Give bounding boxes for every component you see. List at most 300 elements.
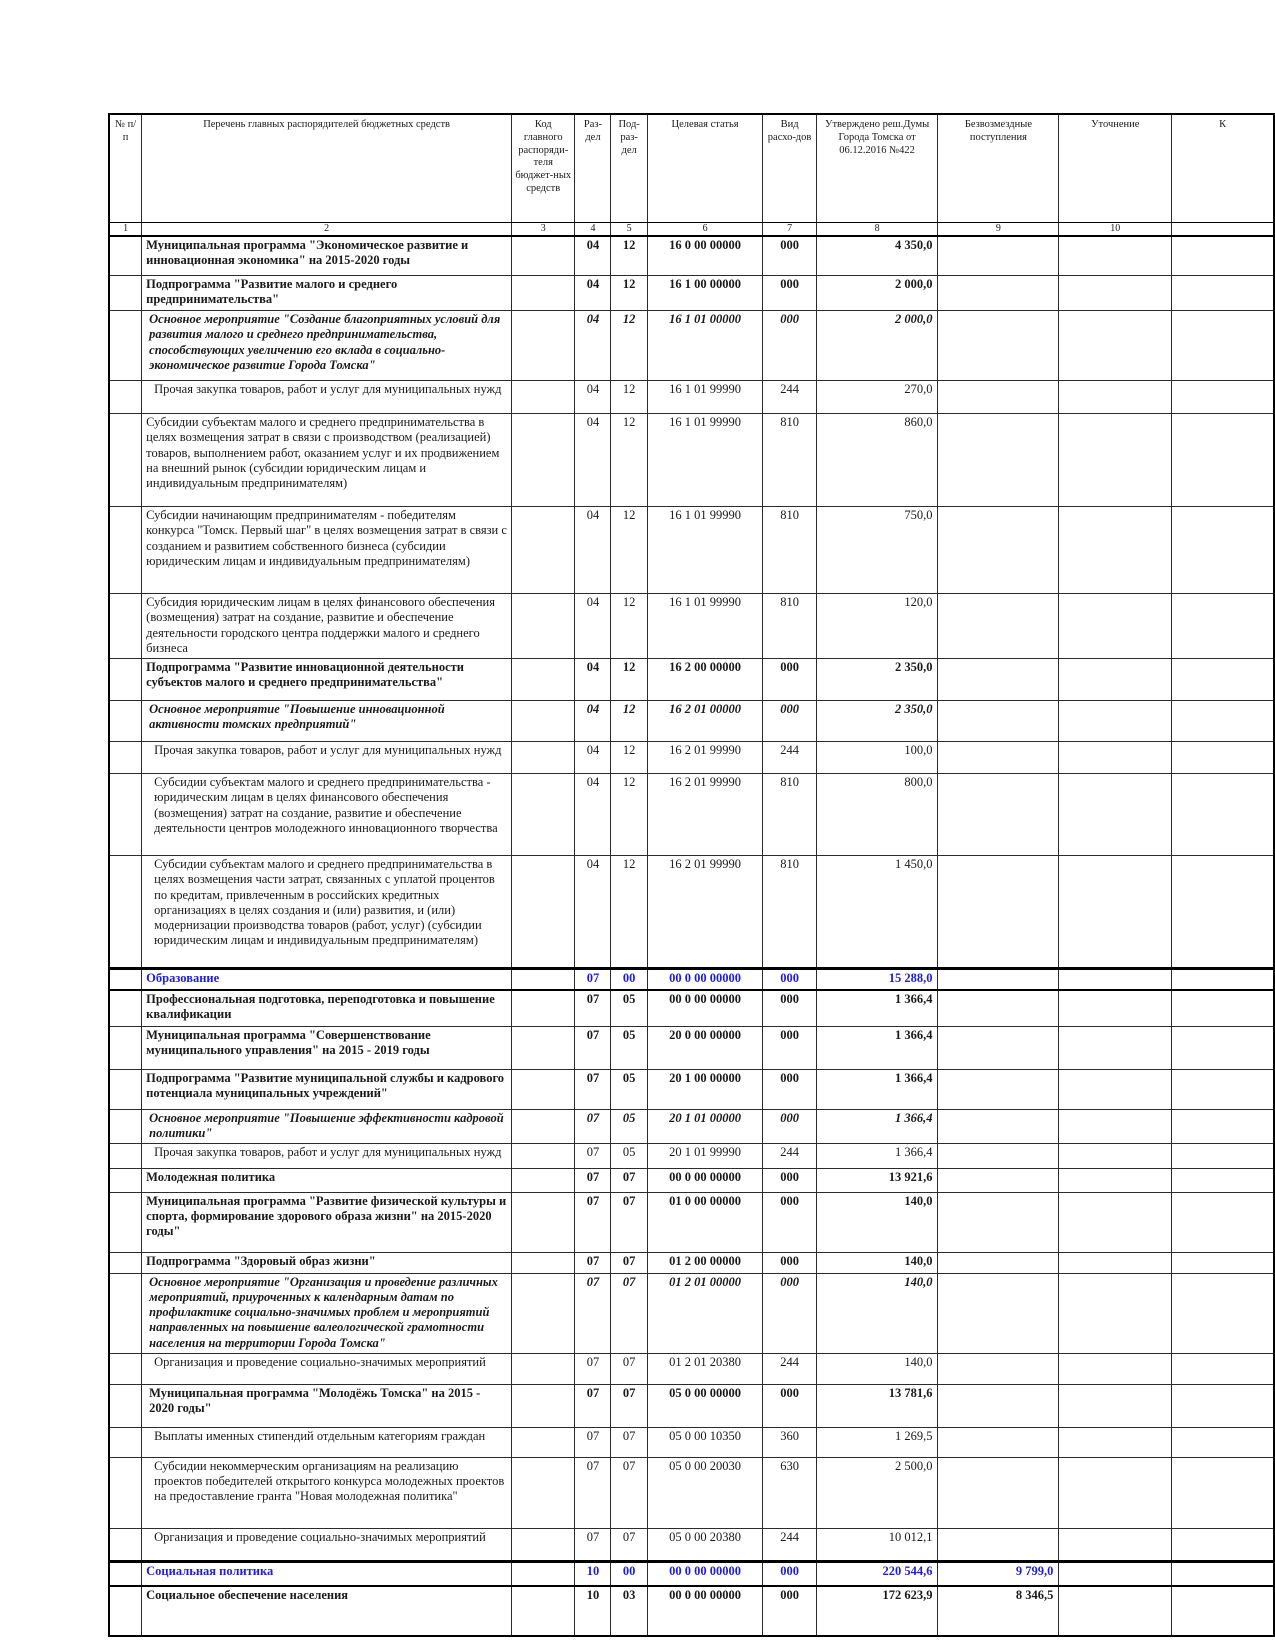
table-row — [109, 1528, 1274, 1561]
column-number-9: 9 — [938, 222, 1059, 236]
table-row — [109, 236, 1274, 276]
grbs-code-cell — [512, 774, 575, 856]
target-article-cell: 01 2 01 20380 — [647, 1353, 763, 1384]
grbs-code-cell — [512, 1192, 575, 1252]
extra-cell — [1172, 1427, 1274, 1457]
clarification-cell — [1059, 774, 1172, 856]
expense-type-cell: 810 — [763, 594, 816, 659]
expense-type-cell: 244 — [763, 1528, 816, 1561]
approved-amount-cell: 1 269,5 — [816, 1427, 938, 1457]
table-row — [109, 381, 1274, 414]
row-title-cell: Субсидии субъектам малого и среднего предпринимательства в целях возмещения части затрат, связанных с уплатой процентов по кредитам, привлеченным в российских кредитных организациях в целях создания и (или) развития, и (или) модернизации производства товаров (работ, услуг) (субсидии юридическим лицам и индивидуальным предпринимателям) — [142, 856, 512, 969]
row-number-cell — [109, 1353, 142, 1384]
razdel-cell: 04 — [575, 594, 611, 659]
extra-cell — [1172, 1168, 1274, 1192]
expense-type-cell: 000 — [763, 659, 816, 701]
row-title-cell: Основное мероприятие "Повышение эффективности кадровой политики" — [142, 1110, 512, 1144]
approved-amount-cell: 4 350,0 — [816, 236, 938, 276]
target-article-cell: 00 0 00 00000 — [647, 990, 763, 1027]
target-article-cell: 16 2 01 99990 — [647, 742, 763, 774]
table-row — [109, 1353, 1274, 1384]
target-article-cell: 16 2 01 99990 — [647, 774, 763, 856]
razdel-cell: 07 — [575, 990, 611, 1027]
approved-amount-cell: 15 288,0 — [816, 969, 938, 990]
row-title-cell: Подпрограмма "Развитие инновационной деятельности субъектов малого и среднего предпринимательства" — [142, 659, 512, 701]
extra-cell — [1172, 659, 1274, 701]
approved-amount-cell: 1 450,0 — [816, 856, 938, 969]
expense-type-cell: 000 — [763, 311, 816, 381]
column-number-11 — [1172, 222, 1274, 236]
budget-table — [108, 113, 1275, 1637]
row-number-cell — [109, 1110, 142, 1144]
column-header-4: Раз-дел — [575, 114, 611, 222]
podrazdel-cell: 12 — [611, 414, 647, 507]
row-number-cell — [109, 1384, 142, 1427]
column-number-10: 10 — [1059, 222, 1172, 236]
razdel-cell: 07 — [575, 1457, 611, 1528]
razdel-cell: 10 — [575, 1561, 611, 1586]
row-title-cell: Подпрограмма "Развитие малого и среднего предпринимательства" — [142, 276, 512, 311]
extra-cell — [1172, 594, 1274, 659]
gratuitous-receipts-cell — [938, 1168, 1059, 1192]
target-article-cell: 16 1 00 00000 — [647, 276, 763, 311]
gratuitous-receipts-cell — [938, 1457, 1059, 1528]
approved-amount-cell: 140,0 — [816, 1192, 938, 1252]
row-title-cell: Основное мероприятие "Организация и проведение различных мероприятий, приуроченных к календарным датам по профилактике социально-значимых проблем и мероприятий направленных на повышение валеологической грамотности населения на территории Города Томска" — [142, 1273, 512, 1353]
table-body — [109, 236, 1274, 1637]
row-title-cell: Молодежная политика — [142, 1168, 512, 1192]
row-number-cell — [109, 381, 142, 414]
extra-cell — [1172, 990, 1274, 1027]
row-title-cell: Прочая закупка товаров, работ и услуг для муниципальных нужд — [142, 1143, 512, 1168]
extra-cell — [1172, 1110, 1274, 1144]
approved-amount-cell: 120,0 — [816, 594, 938, 659]
expense-type-cell: 000 — [763, 276, 816, 311]
row-title-cell: Социальное обеспечение населения — [142, 1586, 512, 1636]
header-row — [109, 114, 1274, 222]
row-number-cell — [109, 742, 142, 774]
table-row — [109, 507, 1274, 594]
clarification-cell — [1059, 856, 1172, 969]
gratuitous-receipts-cell — [938, 1192, 1059, 1252]
table-row — [109, 1273, 1274, 1353]
clarification-cell — [1059, 1427, 1172, 1457]
column-header-11: К — [1172, 114, 1274, 222]
grbs-code-cell — [512, 1561, 575, 1586]
approved-amount-cell: 2 000,0 — [816, 276, 938, 311]
expense-type-cell: 000 — [763, 1586, 816, 1636]
row-number-cell — [109, 236, 142, 276]
grbs-code-cell — [512, 1586, 575, 1636]
table-row — [109, 742, 1274, 774]
razdel-cell: 04 — [575, 414, 611, 507]
expense-type-cell: 810 — [763, 414, 816, 507]
extra-cell — [1172, 236, 1274, 276]
row-title-cell: Муниципальная программа "Развитие физической культуры и спорта, формирование здорового образа жизни" на 2015-2020 годы" — [142, 1192, 512, 1252]
expense-type-cell: 000 — [763, 1192, 816, 1252]
podrazdel-cell: 07 — [611, 1192, 647, 1252]
grbs-code-cell — [512, 1168, 575, 1192]
expense-type-cell: 000 — [763, 701, 816, 742]
grbs-code-cell — [512, 1384, 575, 1427]
expense-type-cell: 244 — [763, 742, 816, 774]
column-header-6: Целевая статья — [647, 114, 763, 222]
row-number-cell — [109, 969, 142, 990]
row-number-cell — [109, 311, 142, 381]
expense-type-cell: 360 — [763, 1427, 816, 1457]
podrazdel-cell: 07 — [611, 1273, 647, 1353]
razdel-cell: 07 — [575, 1070, 611, 1110]
razdel-cell: 04 — [575, 774, 611, 856]
row-number-cell — [109, 1586, 142, 1636]
grbs-code-cell — [512, 381, 575, 414]
column-header-8: Утверждено реш.Думы Города Томска от 06.12.2016 №422 — [816, 114, 938, 222]
target-article-cell: 05 0 00 20030 — [647, 1457, 763, 1528]
gratuitous-receipts-cell — [938, 701, 1059, 742]
gratuitous-receipts-cell — [938, 1384, 1059, 1427]
column-number-5: 5 — [611, 222, 647, 236]
gratuitous-receipts-cell: 9 799,0 — [938, 1561, 1059, 1586]
podrazdel-cell: 12 — [611, 381, 647, 414]
podrazdel-cell: 07 — [611, 1528, 647, 1561]
target-article-cell: 20 1 01 99990 — [647, 1143, 763, 1168]
gratuitous-receipts-cell — [938, 990, 1059, 1027]
razdel-cell: 07 — [575, 1353, 611, 1384]
razdel-cell: 04 — [575, 856, 611, 969]
razdel-cell: 07 — [575, 1110, 611, 1144]
table-head — [109, 114, 1274, 236]
row-title-cell: Муниципальная программа "Экономическое развитие и инновационная экономика" на 2015-2020 годы — [142, 236, 512, 276]
column-number-4: 4 — [575, 222, 611, 236]
approved-amount-cell: 1 366,4 — [816, 1110, 938, 1144]
approved-amount-cell: 172 623,9 — [816, 1586, 938, 1636]
expense-type-cell: 810 — [763, 507, 816, 594]
extra-cell — [1172, 1273, 1274, 1353]
gratuitous-receipts-cell — [938, 1110, 1059, 1144]
approved-amount-cell: 2 350,0 — [816, 659, 938, 701]
podrazdel-cell: 05 — [611, 1070, 647, 1110]
grbs-code-cell — [512, 856, 575, 969]
row-title-cell: Основное мероприятие "Повышение инновационной активности томских предприятий" — [142, 701, 512, 742]
row-title-cell: Организация и проведение социально-значимых мероприятий — [142, 1528, 512, 1561]
clarification-cell — [1059, 414, 1172, 507]
column-header-7: Вид расхо-дов — [763, 114, 816, 222]
table-row — [109, 1168, 1274, 1192]
table-row — [109, 1027, 1274, 1070]
row-title-cell: Субсидии начинающим предпринимателям - победителям конкурса "Томск. Первый шаг" в целях возмещения затрат в связи с созданием и развитием собственного бизнеса (субсидии юридическим лицам и индивидуальным предпринимателям) — [142, 507, 512, 594]
row-number-cell — [109, 990, 142, 1027]
extra-cell — [1172, 381, 1274, 414]
row-number-cell — [109, 1561, 142, 1586]
column-header-10: Уточнение — [1059, 114, 1172, 222]
gratuitous-receipts-cell — [938, 1143, 1059, 1168]
extra-cell — [1172, 414, 1274, 507]
extra-cell — [1172, 1528, 1274, 1561]
gratuitous-receipts-cell — [938, 1252, 1059, 1273]
podrazdel-cell: 07 — [611, 1168, 647, 1192]
clarification-cell — [1059, 1384, 1172, 1427]
grbs-code-cell — [512, 236, 575, 276]
gratuitous-receipts-cell — [938, 1027, 1059, 1070]
row-number-cell — [109, 856, 142, 969]
razdel-cell: 04 — [575, 381, 611, 414]
grbs-code-cell — [512, 1353, 575, 1384]
target-article-cell: 16 1 01 00000 — [647, 311, 763, 381]
approved-amount-cell: 220 544,6 — [816, 1561, 938, 1586]
target-article-cell: 16 0 00 00000 — [647, 236, 763, 276]
razdel-cell: 07 — [575, 1384, 611, 1427]
podrazdel-cell: 05 — [611, 1027, 647, 1070]
column-number-2: 2 — [142, 222, 512, 236]
podrazdel-cell: 12 — [611, 311, 647, 381]
gratuitous-receipts-cell: 8 346,5 — [938, 1586, 1059, 1636]
expense-type-cell: 000 — [763, 236, 816, 276]
gratuitous-receipts-cell — [938, 742, 1059, 774]
razdel-cell: 07 — [575, 1027, 611, 1070]
clarification-cell — [1059, 969, 1172, 990]
extra-cell — [1172, 1070, 1274, 1110]
extra-cell — [1172, 1192, 1274, 1252]
clarification-cell — [1059, 990, 1172, 1027]
approved-amount-cell: 270,0 — [816, 381, 938, 414]
target-article-cell: 05 0 00 00000 — [647, 1384, 763, 1427]
target-article-cell: 00 0 00 00000 — [647, 1168, 763, 1192]
table-row — [109, 1143, 1274, 1168]
target-article-cell: 16 2 00 00000 — [647, 659, 763, 701]
gratuitous-receipts-cell — [938, 969, 1059, 990]
extra-cell — [1172, 1384, 1274, 1427]
expense-type-cell: 000 — [763, 1561, 816, 1586]
podrazdel-cell: 05 — [611, 990, 647, 1027]
row-title-cell: Подпрограмма "Развитие муниципальной службы и кадрового потенциала муниципальных учреждений" — [142, 1070, 512, 1110]
gratuitous-receipts-cell — [938, 236, 1059, 276]
extra-cell — [1172, 276, 1274, 311]
razdel-cell: 07 — [575, 1168, 611, 1192]
podrazdel-cell: 00 — [611, 1561, 647, 1586]
target-article-cell: 05 0 00 10350 — [647, 1427, 763, 1457]
razdel-cell: 07 — [575, 1143, 611, 1168]
podrazdel-cell: 12 — [611, 594, 647, 659]
clarification-cell — [1059, 276, 1172, 311]
podrazdel-cell: 05 — [611, 1143, 647, 1168]
approved-amount-cell: 10 012,1 — [816, 1528, 938, 1561]
podrazdel-cell: 03 — [611, 1586, 647, 1636]
grbs-code-cell — [512, 742, 575, 774]
gratuitous-receipts-cell — [938, 1528, 1059, 1561]
clarification-cell — [1059, 659, 1172, 701]
clarification-cell — [1059, 1252, 1172, 1273]
clarification-cell — [1059, 1457, 1172, 1528]
grbs-code-cell — [512, 276, 575, 311]
podrazdel-cell: 07 — [611, 1252, 647, 1273]
table-row — [109, 1252, 1274, 1273]
column-header-2: Перечень главных распорядителей бюджетных средств — [142, 114, 512, 222]
approved-amount-cell: 13 921,6 — [816, 1168, 938, 1192]
target-article-cell: 05 0 00 20380 — [647, 1528, 763, 1561]
row-title-cell: Подпрограмма "Здоровый образ жизни" — [142, 1252, 512, 1273]
clarification-cell — [1059, 1586, 1172, 1636]
column-number-3: 3 — [512, 222, 575, 236]
approved-amount-cell: 2 500,0 — [816, 1457, 938, 1528]
grbs-code-cell — [512, 659, 575, 701]
approved-amount-cell: 13 781,6 — [816, 1384, 938, 1427]
clarification-cell — [1059, 742, 1172, 774]
column-header-9: Безвозмездные поступления — [938, 114, 1059, 222]
grbs-code-cell — [512, 1070, 575, 1110]
expense-type-cell: 000 — [763, 1273, 816, 1353]
clarification-cell — [1059, 1528, 1172, 1561]
approved-amount-cell: 2 000,0 — [816, 311, 938, 381]
razdel-cell: 07 — [575, 1273, 611, 1353]
approved-amount-cell: 140,0 — [816, 1273, 938, 1353]
expense-type-cell: 244 — [763, 381, 816, 414]
extra-cell — [1172, 1457, 1274, 1528]
grbs-code-cell — [512, 1457, 575, 1528]
extra-cell — [1172, 701, 1274, 742]
podrazdel-cell: 12 — [611, 236, 647, 276]
gratuitous-receipts-cell — [938, 1273, 1059, 1353]
razdel-cell: 04 — [575, 311, 611, 381]
row-title-cell: Муниципальная программа "Молодёжь Томска" на 2015 - 2020 годы" — [142, 1384, 512, 1427]
row-title-cell: Субсидии субъектам малого и среднего предпринимательства - юридическим лицам в целях финансового обеспечения (возмещения) затрат на создание, развитие и обеспечение деятельности центров молодежного инновационного творчества — [142, 774, 512, 856]
target-article-cell: 00 0 00 00000 — [647, 1586, 763, 1636]
podrazdel-cell: 12 — [611, 701, 647, 742]
gratuitous-receipts-cell — [938, 1070, 1059, 1110]
clarification-cell — [1059, 1353, 1172, 1384]
grbs-code-cell — [512, 507, 575, 594]
podrazdel-cell: 00 — [611, 969, 647, 990]
clarification-cell — [1059, 1027, 1172, 1070]
clarification-cell — [1059, 1070, 1172, 1110]
table-row — [109, 856, 1274, 969]
clarification-cell — [1059, 507, 1172, 594]
podrazdel-cell: 05 — [611, 1110, 647, 1144]
clarification-cell — [1059, 1168, 1172, 1192]
row-title-cell: Профессиональная подготовка, переподготовка и повышение квалификации — [142, 990, 512, 1027]
target-article-cell: 16 2 01 00000 — [647, 701, 763, 742]
row-number-cell — [109, 1273, 142, 1353]
clarification-cell — [1059, 1110, 1172, 1144]
grbs-code-cell — [512, 701, 575, 742]
row-number-cell — [109, 1457, 142, 1528]
gratuitous-receipts-cell — [938, 594, 1059, 659]
grbs-code-cell — [512, 969, 575, 990]
table-row — [109, 1384, 1274, 1427]
column-header-5: Под-раз-дел — [611, 114, 647, 222]
grbs-code-cell — [512, 1110, 575, 1144]
gratuitous-receipts-cell — [938, 276, 1059, 311]
row-number-cell — [109, 507, 142, 594]
table-row — [109, 1561, 1274, 1586]
gratuitous-receipts-cell — [938, 507, 1059, 594]
table-row — [109, 311, 1274, 381]
podrazdel-cell: 12 — [611, 276, 647, 311]
target-article-cell: 16 1 01 99990 — [647, 594, 763, 659]
clarification-cell — [1059, 1143, 1172, 1168]
razdel-cell: 04 — [575, 507, 611, 594]
row-number-cell — [109, 276, 142, 311]
expense-type-cell: 000 — [763, 1070, 816, 1110]
approved-amount-cell: 750,0 — [816, 507, 938, 594]
approved-amount-cell: 800,0 — [816, 774, 938, 856]
extra-cell — [1172, 969, 1274, 990]
row-number-cell — [109, 1427, 142, 1457]
gratuitous-receipts-cell — [938, 856, 1059, 969]
podrazdel-cell: 07 — [611, 1353, 647, 1384]
target-article-cell: 16 1 01 99990 — [647, 507, 763, 594]
approved-amount-cell: 1 366,4 — [816, 1143, 938, 1168]
gratuitous-receipts-cell — [938, 774, 1059, 856]
target-article-cell: 16 1 01 99990 — [647, 381, 763, 414]
target-article-cell: 01 2 00 00000 — [647, 1252, 763, 1273]
table-row — [109, 1427, 1274, 1457]
column-number-1: 1 — [109, 222, 142, 236]
target-article-cell: 16 1 01 99990 — [647, 414, 763, 507]
expense-type-cell: 000 — [763, 969, 816, 990]
approved-amount-cell: 1 366,4 — [816, 1027, 938, 1070]
row-title-cell: Основное мероприятие "Создание благоприятных условий для развития малого и среднего предпринимательства, способствующих увеличению его вклада в социально-экономическое развитие Города Томска" — [142, 311, 512, 381]
approved-amount-cell: 860,0 — [816, 414, 938, 507]
razdel-cell: 07 — [575, 1528, 611, 1561]
approved-amount-cell: 100,0 — [816, 742, 938, 774]
razdel-cell: 04 — [575, 659, 611, 701]
table-row — [109, 276, 1274, 311]
target-article-cell: 01 0 00 00000 — [647, 1192, 763, 1252]
extra-cell — [1172, 311, 1274, 381]
podrazdel-cell: 12 — [611, 856, 647, 969]
table-row — [109, 659, 1274, 701]
target-article-cell: 00 0 00 00000 — [647, 969, 763, 990]
row-title-cell: Субсидия юридическим лицам в целях финансового обеспечения (возмещения) затрат на создание, развитие и обеспечение деятельности городского центра поддержки малого и среднего бизнеса — [142, 594, 512, 659]
table-row — [109, 1070, 1274, 1110]
gratuitous-receipts-cell — [938, 414, 1059, 507]
extra-cell — [1172, 1027, 1274, 1070]
gratuitous-receipts-cell — [938, 381, 1059, 414]
row-number-cell — [109, 659, 142, 701]
table-row — [109, 701, 1274, 742]
grbs-code-cell — [512, 1528, 575, 1561]
table-row — [109, 774, 1274, 856]
target-article-cell: 20 1 00 00000 — [647, 1070, 763, 1110]
table-row — [109, 969, 1274, 990]
approved-amount-cell: 2 350,0 — [816, 701, 938, 742]
grbs-code-cell — [512, 311, 575, 381]
podrazdel-cell: 12 — [611, 659, 647, 701]
table-row — [109, 1586, 1274, 1636]
row-number-cell — [109, 1168, 142, 1192]
row-number-cell — [109, 414, 142, 507]
row-title-cell: Прочая закупка товаров, работ и услуг для муниципальных нужд — [142, 381, 512, 414]
podrazdel-cell: 12 — [611, 774, 647, 856]
table-row — [109, 1457, 1274, 1528]
expense-type-cell: 810 — [763, 856, 816, 969]
extra-cell — [1172, 742, 1274, 774]
row-number-cell — [109, 594, 142, 659]
grbs-code-cell — [512, 1143, 575, 1168]
row-number-cell — [109, 701, 142, 742]
table-row — [109, 594, 1274, 659]
target-article-cell: 20 0 00 00000 — [647, 1027, 763, 1070]
grbs-code-cell — [512, 1427, 575, 1457]
razdel-cell: 07 — [575, 1252, 611, 1273]
gratuitous-receipts-cell — [938, 1353, 1059, 1384]
approved-amount-cell: 1 366,4 — [816, 1070, 938, 1110]
table-row — [109, 414, 1274, 507]
clarification-cell — [1059, 381, 1172, 414]
column-header-1: № п/п — [109, 114, 142, 222]
razdel-cell: 04 — [575, 236, 611, 276]
razdel-cell: 04 — [575, 276, 611, 311]
